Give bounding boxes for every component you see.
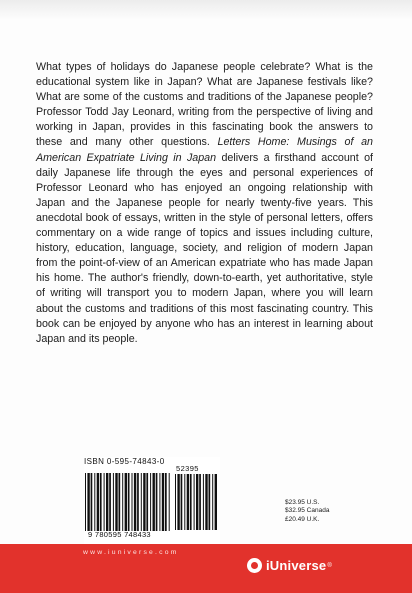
price-uk: £20.49 U.K. [285,515,320,523]
footer-band [0,544,412,593]
book-title: Letters Home: Musings of an American Expatriate Living in Japan [36,136,373,164]
barcode [84,457,220,545]
price-addon-digits: 52395 [176,464,199,473]
barcode-bar [106,473,108,531]
barcode-bar [125,473,127,531]
barcode-bar [119,473,121,531]
barcode-bar [184,474,185,530]
isbn-label: ISBN 0-595-74843-0 [84,457,165,466]
barcode-bar [132,473,133,531]
price-addon-bars [174,474,218,530]
barcode-bar [141,473,142,531]
trademark-mark: ® [327,562,332,569]
barcode-bar [104,473,105,531]
price-canada: $32.95 Canada [285,507,330,515]
barcode-bar [205,474,207,530]
publisher-website: www.iuniverse.com [83,549,179,556]
barcode-bar [100,473,102,531]
barcode-bar [143,473,145,531]
barcode-bar [97,473,99,531]
barcode-bar [187,474,189,530]
barcode-bar [134,473,136,531]
barcode-bar [196,474,198,530]
barcode-bar [91,473,93,531]
barcode-bar [137,473,139,531]
barcode-bar [159,473,160,531]
barcode-bar [209,474,211,530]
barcode-bar [212,474,213,530]
barcode-bar [162,473,164,531]
blurb-text-body: delivers a firsthand account of daily Japanese life through the eyes and personal experiences of Professor Leonard who has enjoyed an ongoing relationship with Japan and the Japanese people for nearly twenty-five years. This anecdotal book of essays, written in the style of personal letters, offers commentary on a wide range of topics and issues including culture, history, education, language, society, and religion of modern Japan from the point-of-view of an American expatriate who has made Japan his home. The author's friendly, down-to-earth, yet authoritative, style of writing will transport you to modern Japan, where you will learn about the customs and traditions of this most fascinating country. This book can be enjoyed by anyone who has an interest in learning about Japan and its people. [36,151,373,345]
barcode-bar [194,474,195,530]
barcode-bar [199,474,201,530]
barcode-bar [203,474,204,530]
barcode-bar [181,474,183,530]
back-cover-blurb [36,60,373,347]
barcode-bar [113,473,114,531]
barcode-bar [175,474,176,530]
barcode-bar [190,474,192,530]
barcode-bar [169,473,170,531]
barcode-bar [215,474,217,530]
barcode-bar [146,473,148,531]
price-us: $23.95 U.S. [285,499,320,506]
barcode-bar [165,473,167,531]
top-shadow [0,0,412,20]
barcode-bar [128,473,130,531]
publisher-logo [247,558,332,573]
price-list [285,499,329,524]
publisher-name: iUniverse [266,558,327,573]
blurb-text-intro: What types of holidays do Japanese people celebrate? What is the educational system like in Japan? What are Japanese festivals like? What are some of the customs and traditions of the Japanese people? Professor Todd Jay Leonard, writing from the perspective of living and working in Japan, provides in this fascinating book the answers to these and many other questions. [36,61,373,149]
barcode-bar [122,473,123,531]
barcode-bar [94,473,95,531]
barcode-bar [177,474,179,530]
barcode-bar [150,473,151,531]
barcode-bar [87,473,89,531]
ean-barcode-bars [84,473,172,531]
barcode-bar [115,473,117,531]
iuniverse-logo-icon [247,558,262,573]
barcode-bar [156,473,158,531]
barcode-bar [85,473,86,531]
barcode-bar [153,473,155,531]
ean-digits: 9 780595 748433 [88,530,151,539]
barcode-bar [109,473,111,531]
